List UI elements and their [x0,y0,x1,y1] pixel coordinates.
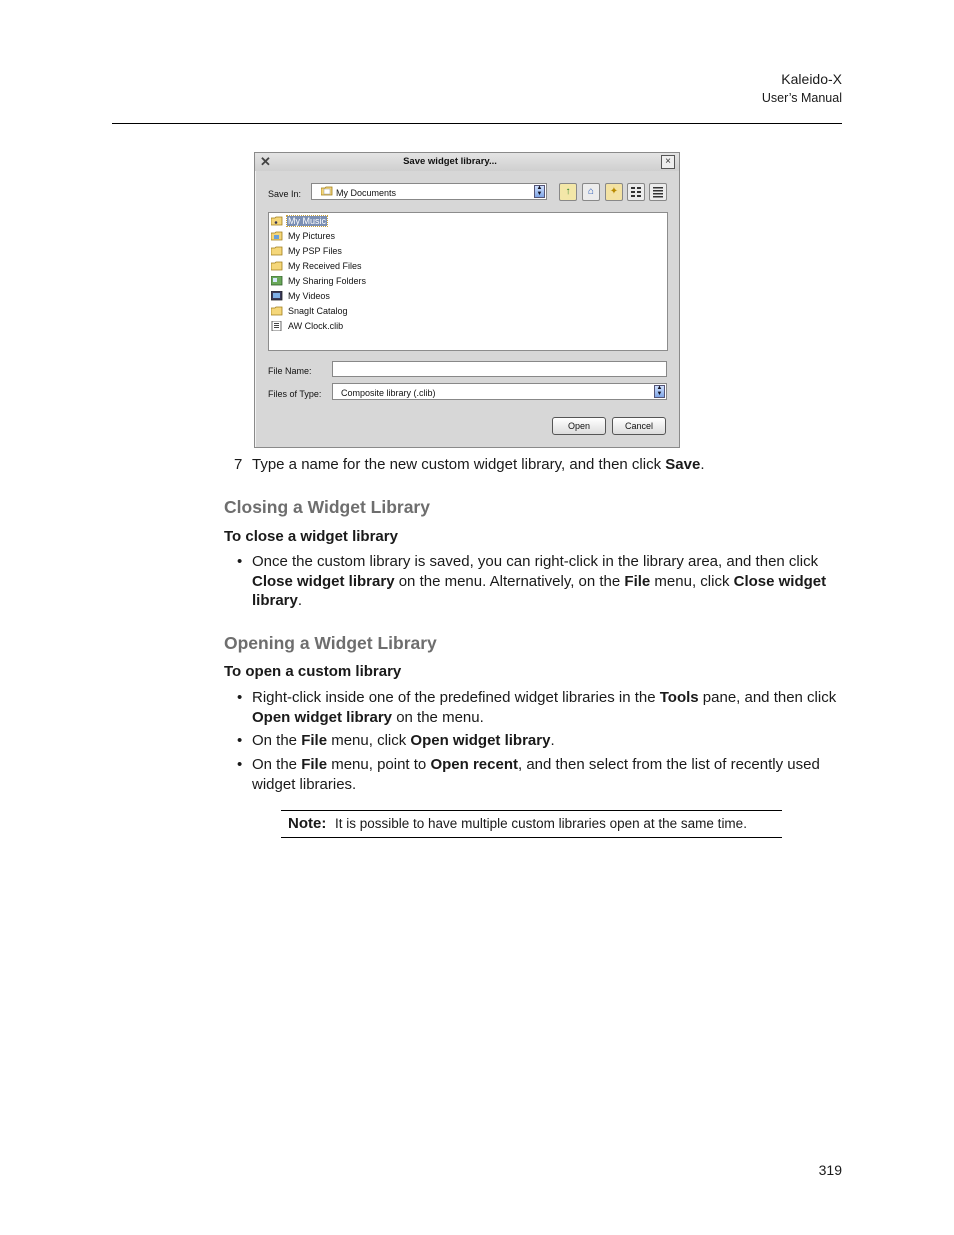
file-name: AW Clock.clib [288,320,344,331]
save-widget-library-dialog [254,152,680,448]
bullet-icon: • [237,689,243,706]
new-folder-icon: ✦ [609,186,619,197]
files-of-type-select[interactable] [332,383,667,400]
details-view-icon [652,186,664,198]
file-name: My Videos [288,290,330,301]
text-run: menu, click [327,732,411,749]
list-view-icon [630,186,642,198]
text-run: Once the custom library is saved, you can right-click in the library area, and then click [252,553,819,570]
ui-term: Save [665,456,701,473]
text-run: . [700,456,705,473]
note-label: Note: [288,815,327,832]
bullet-text [252,731,837,751]
text-run: . [297,592,303,609]
text-run: menu, click [650,572,734,590]
folder-icon [271,246,283,256]
ui-term: Open widget library [410,732,551,749]
header-product-name: Kaleido-X [781,71,842,87]
cancel-button[interactable]: Cancel [612,417,666,435]
folder-icon [271,261,283,271]
file-name: My Sharing Folders [288,275,367,286]
bullet-text [252,552,837,611]
file-name: My Pictures [288,230,336,241]
note-top-rule [281,810,782,811]
shared-folder-icon [271,276,283,286]
bullet-icon: • [237,732,243,749]
section-heading-opening: Opening a Widget Library [224,633,437,653]
ui-term: File [301,732,328,749]
new-folder-button[interactable] [605,183,623,201]
header-rule [112,123,842,124]
text-run: On the [252,732,302,749]
dialog-titlebar [255,153,679,171]
dialog-title: Save widget library... [403,156,497,167]
close-icon[interactable]: × [661,155,675,169]
text-run: Type a name for the new custom widget library, and then click [252,456,666,473]
list-item[interactable] [271,304,349,317]
files-of-type-label: Files of Type: [268,389,322,399]
ui-term: Open recent [430,756,518,773]
ui-term: Close widget library [252,572,827,609]
documents-folder-icon [321,186,333,196]
pictures-folder-icon [271,231,283,241]
save-in-label: Save In: [268,189,302,199]
select-spinner-icon: ▲ ▼ [654,385,665,398]
app-x-icon: ✕ [260,154,271,169]
bullet-icon: • [237,553,243,570]
file-name: SnagIt Catalog [288,305,348,316]
note-bottom-rule [281,837,782,838]
text-run: Right-click inside one of the predefined widget libraries in the [252,689,660,706]
list-item[interactable] [271,289,331,302]
list-item[interactable] [271,319,344,332]
text-run: menu, point to [327,756,431,773]
save-in-select[interactable] [311,183,547,200]
text-run: pane, and then click [698,689,837,706]
select-spinner-icon: ▲ ▼ [534,185,545,198]
list-item[interactable] [271,244,343,257]
up-folder-icon: ↑ [565,186,571,197]
text-run: on the menu. [392,708,484,726]
file-name: My Music [288,215,326,226]
header-manual-name: User’s Manual [761,91,842,105]
ui-term: Tools [659,689,699,706]
list-item[interactable] [271,259,363,272]
ui-term: File [624,572,651,590]
bullet-text [252,688,837,727]
ui-term: Open widget library [252,708,393,726]
save-in-value: My Documents [336,188,397,198]
file-name: My Received Files [288,260,362,271]
list-item[interactable] [271,229,336,242]
ui-term: File [301,756,328,773]
folder-icon [271,306,283,316]
file-name-label: File Name: [268,366,312,376]
text-run: . [550,732,555,749]
step-text [252,455,704,475]
list-item[interactable] [271,274,367,287]
procedure-heading-close: To close a widget library [224,528,398,545]
files-of-type-value: Composite library (.clib) [341,388,436,398]
text-run: , and then select from the list of recently used widget libraries. [252,756,820,793]
note-text: It is possible to have multiple custom libraries open at the same time. [335,816,747,831]
text-run: on the menu. Alternatively, on the [394,572,625,590]
home-button[interactable] [582,183,600,201]
up-folder-button[interactable] [559,183,577,201]
step-number: 7 [234,456,243,473]
open-button[interactable]: Open [552,417,606,435]
file-name-input[interactable] [332,361,667,377]
videos-folder-icon [271,291,283,301]
text-run: On the [252,756,302,773]
page-number: 319 [818,1162,842,1178]
bullet-text [252,755,837,794]
details-view-button[interactable] [649,183,667,201]
bullet-icon: • [237,756,243,773]
home-icon: ⌂ [587,186,595,197]
music-folder-icon [271,216,283,226]
library-file-icon [271,321,283,331]
file-list[interactable] [268,212,668,351]
list-view-button[interactable] [627,183,645,201]
file-name: My PSP Files [288,245,342,256]
procedure-heading-open: To open a custom library [224,663,402,680]
list-item[interactable] [271,214,327,227]
section-heading-closing: Closing a Widget Library [224,497,430,517]
ui-term: Close widget library [252,572,395,590]
